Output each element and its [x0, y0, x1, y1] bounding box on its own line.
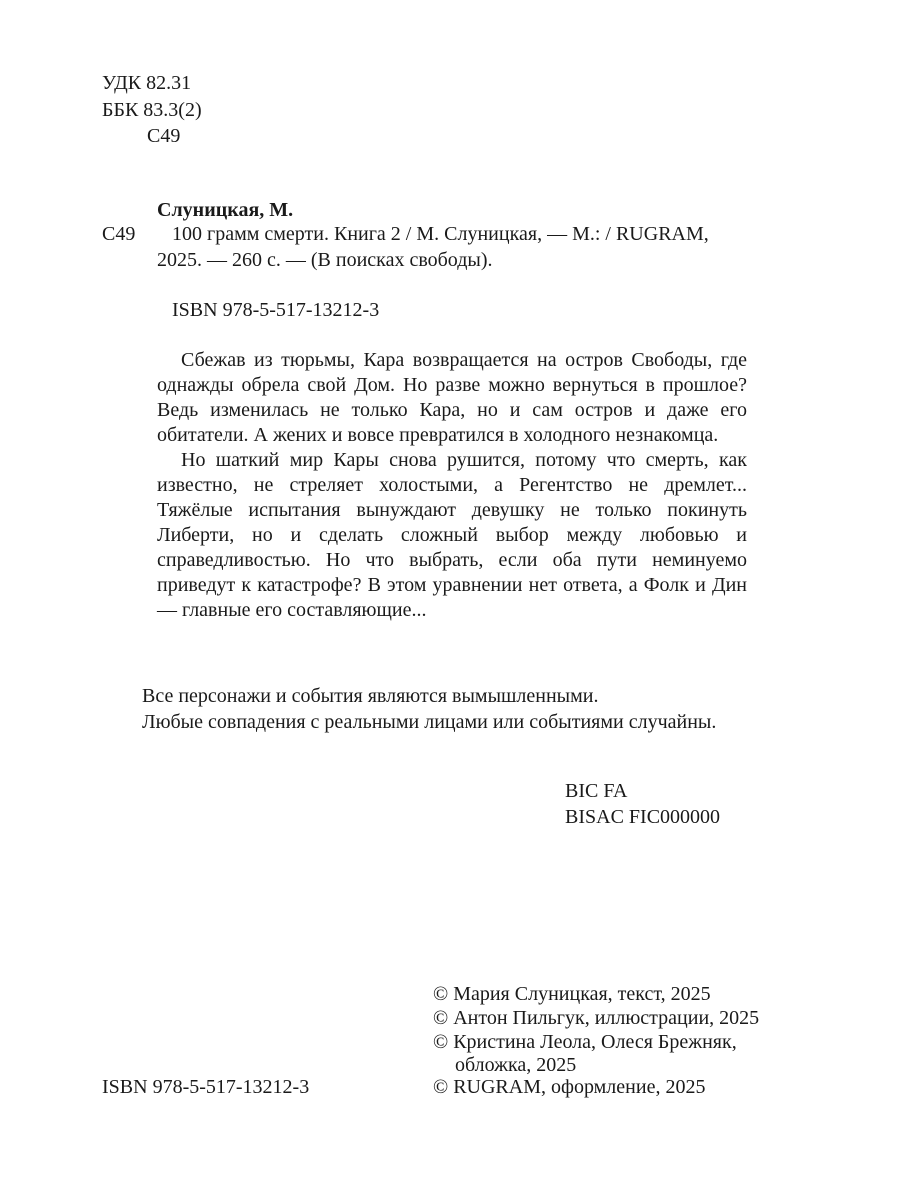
isbn-top: ISBN 978-5-517-13212-3	[172, 299, 380, 321]
author-mark: С49	[147, 125, 181, 147]
annotation-paragraph-1: Сбежав из тюрьмы, Кара возвращается на остров Свободы, где однажды обрела свой Дом. Но разве можно вернуться в прошлое? Ведь изменилась не только Кара, но и сам остров и даже его обитатели. А жених и вовсе превратился в холодного незнакомца.	[157, 349, 747, 446]
copyright-text: © Мария Слуницкая, текст, 2025	[433, 983, 711, 1005]
copyright-cover-cont: обложка, 2025	[455, 1054, 577, 1076]
disclaimer-line-1: Все персонажи и события являются вымышленными.	[142, 685, 599, 707]
udk-code: УДК 82.31	[102, 72, 192, 94]
copyright-illustrations: © Антон Пильгук, иллюстрации, 2025	[433, 1007, 760, 1029]
copyright-design: © RUGRAM, оформление, 2025	[433, 1076, 706, 1098]
bibliography-line-1: 100 грамм смерти. Книга 2 / М. Слуницкая, — М.: / RUGRAM,	[172, 223, 709, 245]
annotation-paragraph-2: Но шаткий мир Кары снова рушится, потому что смерть, как известно, не стреляет холостыми, а Регентство не дремлет... Тяжёлые испытания вынуждают девушку не только покинуть Либерти, но и сделать сложный выбор между любовью и справедливостью. Но что выбрать, если оба пути неминуемо приведут к катастрофе? В этом уравнении нет ответа, а Фолк и Дин — главные его составляющие...	[157, 449, 747, 621]
author-name: Слуницкая, М.	[157, 199, 294, 221]
isbn-bottom: ISBN 978-5-517-13212-3	[102, 1076, 310, 1098]
bibliography-line-2: 2025. — 260 с. — (В поисках свободы).	[157, 249, 493, 271]
bbk-code: ББК 83.3(2)	[102, 99, 202, 121]
copyright-cover: © Кристина Леола, Олеся Брежняк,	[433, 1031, 737, 1053]
bibliography-mark: С49	[102, 223, 136, 245]
bisac-code: BISAC FIC000000	[565, 806, 721, 828]
annotation	[157, 348, 747, 623]
bic-code: BIC FA	[565, 780, 628, 802]
disclaimer-line-2: Любые совпадения с реальными лицами или событиями случайны.	[142, 711, 717, 733]
